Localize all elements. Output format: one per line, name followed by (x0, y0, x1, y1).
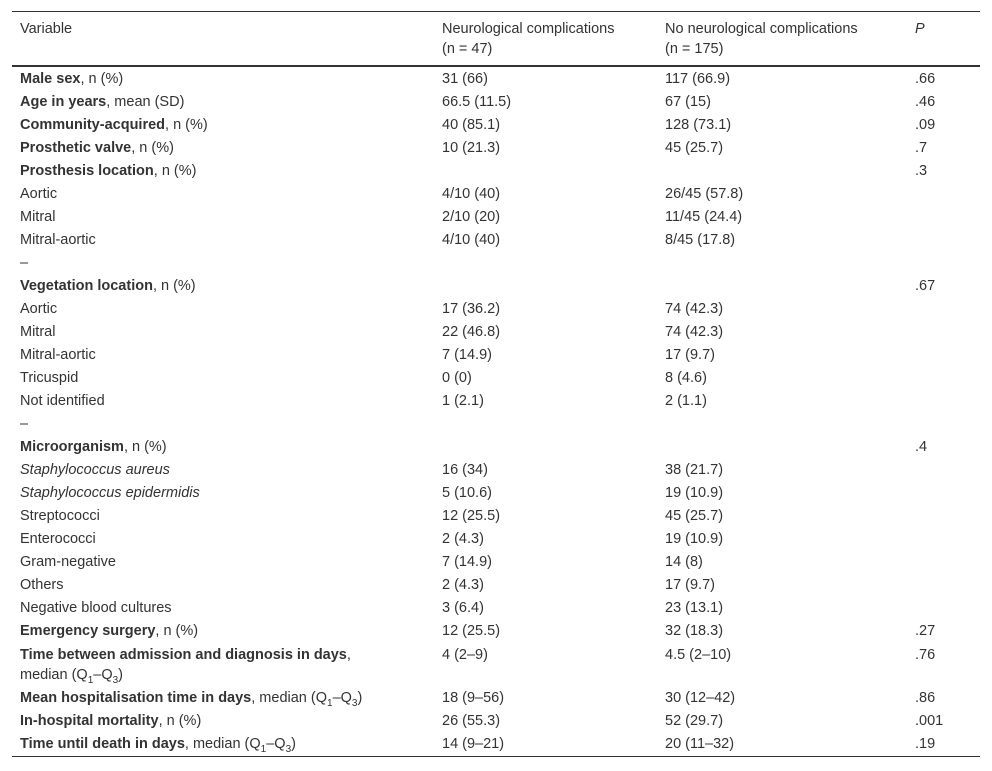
table-row (12, 344, 980, 367)
no-neuro-cell: 11/45 (24.4) (665, 209, 743, 225)
no-neuro-cell: 74 (42.3) (665, 324, 724, 340)
row-label: – (20, 255, 29, 271)
p-cell: .4 (915, 439, 928, 455)
p-cell (907, 344, 980, 367)
p-cell (907, 321, 980, 344)
row-label: Male sex, n (%) (20, 71, 124, 87)
table-row (12, 137, 980, 160)
row-label: Not identified (20, 393, 105, 409)
header-variable: Variable (20, 21, 73, 37)
p-cell: .86 (915, 690, 936, 706)
row-label: Time between admission and diagnosis in days, median $(Q_1-Q_3)$ (20, 647, 351, 686)
neuro-cell: 4/10 (40) (442, 232, 501, 248)
no-neuro-cell: 17 (9.7) (665, 347, 715, 363)
p-cell: .46 (915, 94, 936, 110)
row-label: Prosthetic valve, n (%) (20, 140, 174, 156)
neuro-cell (434, 436, 657, 459)
no-neuro-cell: 45 (25.7) (665, 508, 724, 524)
row-label: Staphylococcus aureus (20, 462, 170, 478)
neuro-cell: 7 (14.9) (442, 554, 492, 570)
row-label: Vegetation location, n (%) (20, 278, 196, 294)
neuro-cell: 4 (2–9) (442, 647, 488, 663)
table-row (12, 597, 980, 620)
p-cell (907, 551, 980, 574)
row-label: Age in years, mean (SD) (20, 94, 185, 110)
neuro-cell: 66.5 (11.5) (442, 94, 512, 110)
table-row (12, 66, 980, 91)
neuro-cell: 10 (21.3) (442, 140, 501, 156)
p-cell (907, 528, 980, 551)
table-row (12, 160, 980, 183)
p-cell (907, 206, 980, 229)
p-cell: .67 (915, 278, 936, 294)
table-row (12, 298, 980, 321)
table-row-separator (12, 252, 980, 275)
neuro-cell: 4/10 (40) (442, 186, 501, 202)
neuro-cell: 12 (25.5) (442, 623, 501, 639)
neuro-cell: 16 (34) (442, 462, 488, 478)
neuro-cell: 2 (4.3) (442, 531, 484, 547)
table-row (12, 91, 980, 114)
row-label: Enterococci (20, 531, 96, 547)
p-cell: .66 (915, 71, 936, 87)
table-row (12, 459, 980, 482)
p-cell (907, 390, 980, 413)
no-neuro-cell (657, 275, 907, 298)
no-neuro-cell: 67 (15) (665, 94, 711, 110)
no-neuro-cell (657, 436, 907, 459)
table-row (12, 114, 980, 137)
table-row (12, 436, 980, 459)
no-neuro-cell: 14 (8) (665, 554, 703, 570)
table-row (12, 275, 980, 298)
table-header-row (12, 12, 980, 67)
results-table-container (12, 11, 980, 757)
table-row (12, 574, 980, 597)
row-label: Mitral (20, 209, 56, 225)
p-cell: .001 (915, 713, 944, 729)
table-row (12, 183, 980, 206)
neuro-cell: 2 (4.3) (442, 577, 484, 593)
p-cell: .09 (915, 117, 936, 133)
table-row (12, 528, 980, 551)
no-neuro-cell: 20 (11–32) (665, 736, 735, 752)
no-neuro-cell: 23 (13.1) (665, 600, 724, 616)
table-row (12, 505, 980, 528)
p-cell (907, 597, 980, 620)
neuro-cell: 12 (25.5) (442, 508, 501, 524)
neuro-cell (434, 275, 657, 298)
no-neuro-cell: 19 (10.9) (665, 485, 724, 501)
neuro-cell: 22 (46.8) (442, 324, 501, 340)
no-neuro-cell: 26/45 (57.8) (665, 186, 744, 202)
p-cell: .27 (915, 623, 936, 639)
p-cell (907, 505, 980, 528)
table-row (12, 551, 980, 574)
row-label: Mitral-aortic (20, 347, 96, 363)
neuro-cell: 1 (2.1) (442, 393, 484, 409)
row-label: Mitral (20, 324, 56, 340)
header-neuro: Neurological complications (n = 47) (442, 21, 615, 57)
neuro-cell: 26 (55.3) (442, 713, 501, 729)
no-neuro-cell: 19 (10.9) (665, 531, 724, 547)
table-row (12, 643, 980, 687)
neuro-cell: 7 (14.9) (442, 347, 492, 363)
results-table (12, 11, 980, 757)
neuro-cell: 3 (6.4) (442, 600, 484, 616)
row-label: Mean hospitalisation time in days, median $(Q_1-Q_3)$ (20, 690, 363, 709)
row-label: Mitral-aortic (20, 232, 96, 248)
row-label: – (20, 416, 29, 432)
row-label: Streptococci (20, 508, 100, 524)
no-neuro-cell: 74 (42.3) (665, 301, 724, 317)
table-row (12, 733, 980, 757)
table-row (12, 206, 980, 229)
neuro-cell: 14 (9–21) (442, 736, 505, 752)
row-label: Tricuspid (20, 370, 79, 386)
p-cell (907, 367, 980, 390)
row-label: Staphylococcus epidermidis (20, 485, 200, 501)
table-row-separator (12, 413, 980, 436)
table-row (12, 390, 980, 413)
no-neuro-cell: 8/45 (17.8) (665, 232, 736, 248)
row-label: Aortic (20, 186, 58, 202)
neuro-cell: 31 (66) (442, 71, 488, 87)
p-cell (907, 229, 980, 252)
no-neuro-cell: 52 (29.7) (665, 713, 724, 729)
no-neuro-cell: 2 (1.1) (665, 393, 707, 409)
p-cell (907, 482, 980, 505)
no-neuro-cell: 117 (66.9) (665, 71, 731, 87)
no-neuro-cell: 30 (12–42) (665, 690, 736, 706)
neuro-cell: 5 (10.6) (442, 485, 492, 501)
neuro-cell: 17 (36.2) (442, 301, 501, 317)
neuro-cell: 2/10 (20) (442, 209, 501, 225)
row-label: Others (20, 577, 64, 593)
neuro-cell: 18 (9–56) (442, 690, 505, 706)
table-row (12, 321, 980, 344)
p-cell (907, 574, 980, 597)
header-no-neuro: No neurological complications (n = 175) (665, 21, 858, 57)
table-row (12, 710, 980, 733)
p-cell: .19 (915, 736, 936, 752)
p-cell (907, 298, 980, 321)
no-neuro-cell: 45 (25.7) (665, 140, 724, 156)
table-row (12, 229, 980, 252)
p-cell: .3 (915, 163, 928, 179)
p-cell (907, 183, 980, 206)
neuro-cell (434, 160, 657, 183)
no-neuro-cell: 38 (21.7) (665, 462, 724, 478)
p-cell: .7 (915, 140, 928, 156)
row-label: Emergency surgery, n (%) (20, 623, 199, 639)
p-cell (907, 459, 980, 482)
neuro-cell: 40 (85.1) (442, 117, 501, 133)
table-row (12, 482, 980, 505)
row-label: Community-acquired, n (%) (20, 117, 208, 133)
table-row (12, 687, 980, 710)
row-label: Gram-negative (20, 554, 116, 570)
row-label: Time until death in days, median $(Q_1-Q_3)$ (20, 736, 296, 755)
no-neuro-cell: 17 (9.7) (665, 577, 715, 593)
row-label: Aortic (20, 301, 58, 317)
table-row (12, 620, 980, 643)
header-p: P (915, 21, 925, 37)
row-label: Negative blood cultures (20, 600, 172, 616)
no-neuro-cell: 4.5 (2–10) (665, 647, 732, 663)
row-label: In-hospital mortality, n (%) (20, 713, 202, 729)
no-neuro-cell: 128 (73.1) (665, 117, 732, 133)
no-neuro-cell: 8 (4.6) (665, 370, 707, 386)
p-cell: .76 (915, 647, 936, 663)
neuro-cell: 0 (0) (442, 370, 472, 386)
row-label: Microorganism, n (%) (20, 439, 167, 455)
row-label: Prosthesis location, n (%) (20, 163, 197, 179)
no-neuro-cell (657, 160, 907, 183)
no-neuro-cell: 32 (18.3) (665, 623, 724, 639)
table-row (12, 367, 980, 390)
